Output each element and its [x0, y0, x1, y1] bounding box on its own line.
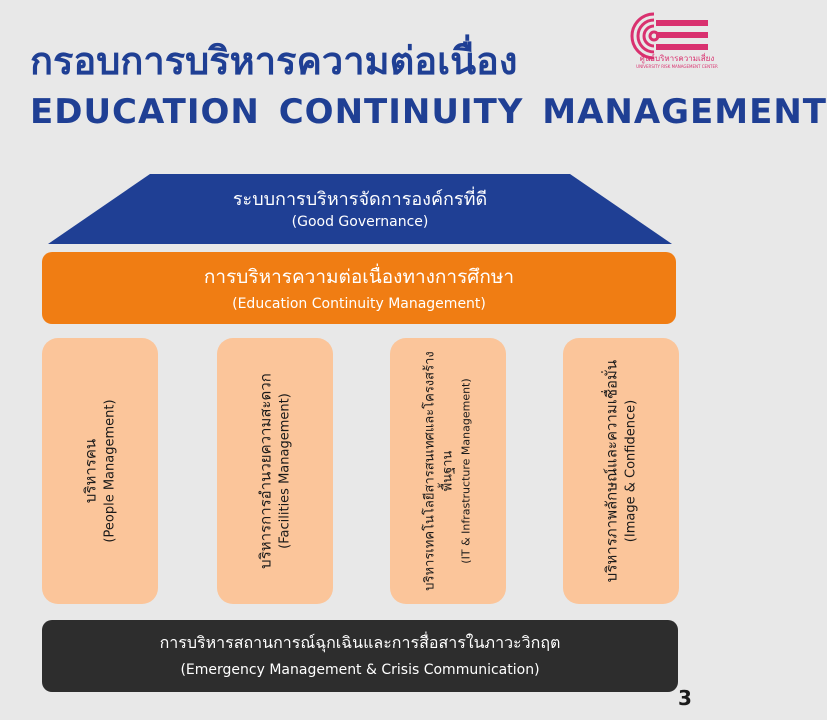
pillar-title-thai: บริหารคน	[81, 438, 100, 504]
pillar-image-confidence	[563, 338, 679, 604]
page-title-thai: กรอบการบริหารความต่อเนื่อง	[30, 39, 518, 83]
logo-subtitle: UNIVERSITY RISK MANAGEMENT CENTER	[636, 64, 718, 69]
pillar-title-english: (IT & Infrastructure Management)	[459, 378, 473, 564]
pillar-title-thai: บริหารภาพลักษณ์และความเชื่อมั่น	[602, 359, 621, 583]
education-continuity-band	[42, 252, 676, 324]
pillar-title-thai: บริหารเทคโนโลยีสารสนเทศและโครงสร้างพื้นฐาน	[422, 351, 456, 591]
band-title-thai: การบริหารความต่อเนื่องทางการศึกษา	[203, 266, 515, 288]
pillar-it-infrastructure	[390, 338, 506, 604]
logo-name: ศูนย์บริหารความเสี่ยง	[639, 54, 715, 63]
roof-title-english: (Good Governance)	[291, 214, 429, 230]
emergency-crisis-base	[42, 620, 678, 692]
pillar-title-english: (Image & Confidence)	[623, 399, 639, 543]
pillar-label-group	[422, 348, 475, 594]
page-title-english: EDUCATION CONTINUITY MANAGEMENT	[30, 92, 827, 132]
pillar-facilities	[217, 338, 333, 604]
pillar-title-english: (Facilities Management)	[277, 393, 293, 549]
pillar-label-group	[256, 346, 295, 596]
pillar-people	[42, 338, 158, 604]
base-title-thai: การบริหารสถานการณ์ฉุกเฉินและการสื่อสารในภาวะวิกฤต	[159, 633, 561, 652]
band-title-english: (Education Continuity Management)	[232, 296, 486, 312]
base-title-english: (Emergency Management & Crisis Communication)	[180, 662, 540, 678]
page-number: 3	[678, 686, 692, 710]
roof-title-thai: ระบบการบริหารจัดการองค์กรที่ดี	[232, 189, 488, 210]
pillar-title-english: (People Management)	[102, 399, 118, 543]
pillar-label-group	[602, 346, 641, 596]
pillar-label-group	[81, 346, 120, 596]
pillar-title-thai: บริหารการอำนวยความสะดวก	[256, 373, 275, 569]
